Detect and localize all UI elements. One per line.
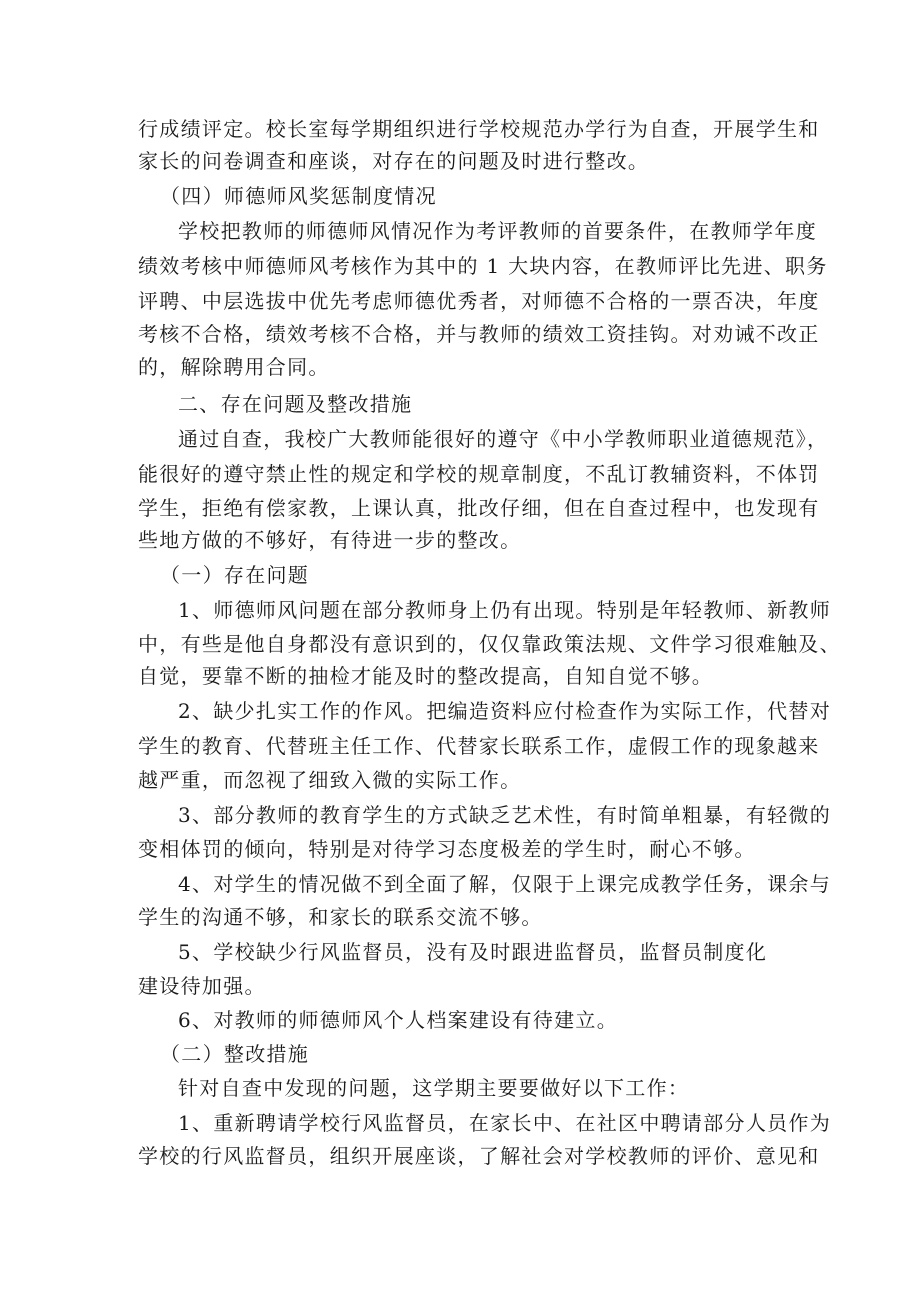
body-text-line: 越严重，而忽视了细致入微的实际工作。 [138, 768, 522, 792]
body-text-line: 学校把教师的师德师风情况作为考评教师的首要条件，在教师学年度 [178, 219, 817, 243]
body-text-line: 6、对教师的师德师风个人档案建设有待建立。 [178, 1008, 619, 1032]
body-text-line: 学生，拒绝有偿家教，上课认真，批改仔细，但在自查过程中，也发现有 [138, 496, 820, 520]
body-text-line: 中，有些是他自身都没有意识到的，仅仅靠政策法规、文件学习很难触及、 [138, 632, 841, 656]
body-text-line: 绩效考核中师德师风考核作为其中的 1 大块内容，在教师评比先进、职务 [138, 254, 828, 278]
body-text-line: 建设待加强。 [138, 974, 266, 998]
body-text-line: 评聘、中层选拔中优先考虑师德优秀者，对师德不合格的一票否决，年度 [138, 289, 820, 313]
body-text-line: 针对自查中发现的问题，这学期主要要做好以下工作： [178, 1076, 690, 1100]
body-text-line: 学校的行风监督员，组织开展座谈，了解社会对学校教师的评价、意见和 [138, 1144, 820, 1168]
body-text-line: 通过自查，我校广大教师能很好的遵守《中小学教师职业道德规范》， [178, 427, 829, 451]
body-text-line: 能很好的遵守禁止性的规定和学校的规章制度，不乱订教辅资料，不体罚 [138, 462, 820, 486]
body-text-line: 学生的教育、代替班主任工作、代替家长联系工作，虚假工作的现象越来 [138, 734, 820, 758]
body-text-line: 4、对学生的情况做不到全面了解，仅限于上课完成教学任务，课余与 [178, 872, 832, 896]
body-text-line: 些地方做的不够好，有待进一步的整改。 [138, 528, 522, 552]
body-text-line: 2、缺少扎实工作的作风。把编造资料应付检查作为实际工作，代替对 [178, 699, 832, 723]
section-heading: （四）师德师风奖惩制度情况 [160, 184, 437, 208]
section-heading: （二）整改措施 [160, 1042, 310, 1066]
section-heading: （一）存在问题 [160, 563, 310, 587]
body-text-line: 家长的问卷调查和座谈，对存在的问题及时进行整改。 [138, 149, 650, 173]
body-text-line: 行成绩评定。校长室每学期组织进行学校规范办学行为自查，开展学生和 [138, 117, 820, 141]
body-text-line: 学生的沟通不够，和家长的联系交流不够。 [138, 905, 543, 929]
body-text-line: 的，解除聘用合同。 [138, 355, 330, 379]
section-heading: 二、存在问题及整改措施 [178, 392, 413, 416]
body-text-line: 自觉，要靠不断的抽检才能及时的整改提高，自知自觉不够。 [138, 664, 714, 688]
body-text-line: 3、部分教师的教育学生的方式缺乏艺术性，有时简单粗暴，有轻微的 [178, 803, 832, 827]
body-text-line: 考核不合格，绩效考核不合格，并与教师的绩效工资挂钩。对劝诫不改正 [138, 322, 820, 346]
body-text-line: 变相体罚的倾向，特别是对待学习态度极差的学生时，耐心不够。 [138, 837, 756, 861]
body-text-line: 5、学校缺少行风监督员，没有及时跟进监督员，监督员制度化 [178, 940, 768, 964]
body-text-line: 1、重新聘请学校行风监督员，在家长中、在社区中聘请部分人员作为 [178, 1111, 832, 1135]
body-text-line: 1、师德师风问题在部分教师身上仍有出现。特别是年轻教师、新教师 [178, 598, 832, 622]
